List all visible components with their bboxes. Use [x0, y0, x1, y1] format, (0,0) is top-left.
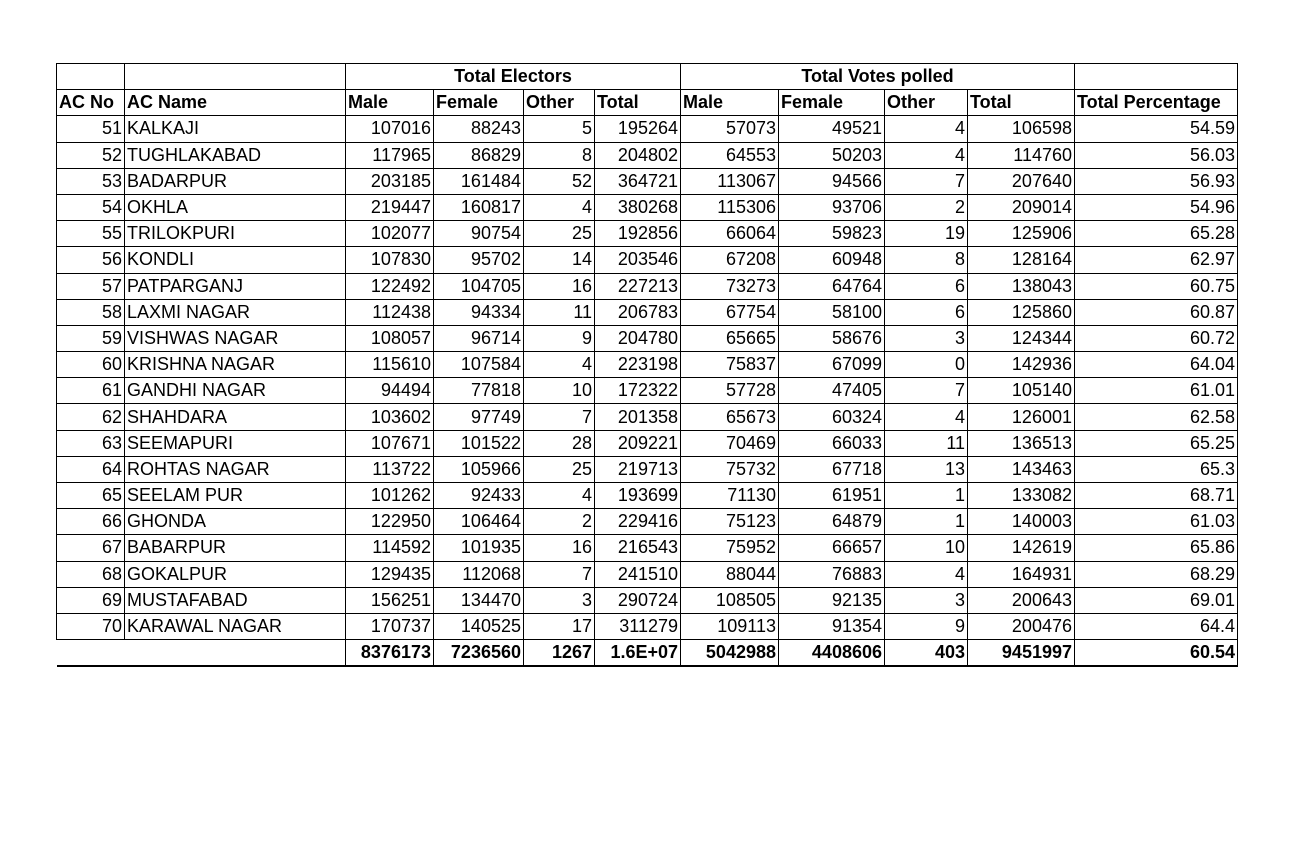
cell-ac-no: 52: [57, 142, 125, 168]
cell-votes-female: 61951: [779, 483, 885, 509]
cell-electors-female: 104705: [434, 273, 524, 299]
cell-votes-other: 1: [885, 483, 968, 509]
cell-electors-total: 216543: [595, 535, 681, 561]
cell-electors-male: 101262: [346, 483, 434, 509]
cell-electors-female: 140525: [434, 613, 524, 639]
cell-ac-no: 51: [57, 116, 125, 142]
cell-total-percentage: 56.03: [1075, 142, 1238, 168]
cell-votes-female: 58676: [779, 325, 885, 351]
cell-electors-female: 77818: [434, 378, 524, 404]
cell-votes-total: 143463: [968, 456, 1075, 482]
cell-votes-female: 92135: [779, 587, 885, 613]
cell-total-percentage: 64.04: [1075, 352, 1238, 378]
cell-electors-total: 229416: [595, 509, 681, 535]
cell-electors-total: 193699: [595, 483, 681, 509]
totals-label-blank: [57, 640, 346, 667]
cell-votes-other: 13: [885, 456, 968, 482]
header-blank-2: [125, 64, 346, 90]
header-ac-name: AC Name: [125, 90, 346, 116]
cell-total-percentage: 65.28: [1075, 221, 1238, 247]
cell-ac-name: OKHLA: [125, 194, 346, 220]
cell-electors-female: 106464: [434, 509, 524, 535]
cell-votes-male: 75952: [681, 535, 779, 561]
cell-electors-male: 219447: [346, 194, 434, 220]
cell-electors-other: 25: [524, 221, 595, 247]
cell-ac-name: TUGHLAKABAD: [125, 142, 346, 168]
column-header-row: [57, 90, 1238, 116]
cell-votes-other: 3: [885, 587, 968, 613]
cell-votes-other: 4: [885, 116, 968, 142]
cell-ac-no: 67: [57, 535, 125, 561]
cell-electors-other: 16: [524, 273, 595, 299]
cell-votes-other: 3: [885, 325, 968, 351]
cell-votes-female: 64879: [779, 509, 885, 535]
cell-ac-name: MUSTAFABAD: [125, 587, 346, 613]
cell-electors-other: 9: [524, 325, 595, 351]
cell-electors-total: 364721: [595, 168, 681, 194]
cell-ac-no: 57: [57, 273, 125, 299]
cell-total-percentage: 60.87: [1075, 299, 1238, 325]
cell-total-percentage: 69.01: [1075, 587, 1238, 613]
cell-votes-female: 60948: [779, 247, 885, 273]
table-row: [57, 456, 1238, 482]
cell-votes-female: 58100: [779, 299, 885, 325]
cell-votes-male: 109113: [681, 613, 779, 639]
cell-votes-female: 94566: [779, 168, 885, 194]
cell-electors-male: 122950: [346, 509, 434, 535]
cell-electors-other: 5: [524, 116, 595, 142]
cell-electors-female: 107584: [434, 352, 524, 378]
cell-ac-no: 56: [57, 247, 125, 273]
cell-votes-total: 200643: [968, 587, 1075, 613]
total-electors-other: 1267: [524, 640, 595, 667]
cell-electors-male: 108057: [346, 325, 434, 351]
cell-electors-female: 134470: [434, 587, 524, 613]
total-electors-male: 8376173: [346, 640, 434, 667]
header-blank-3: [1075, 64, 1238, 90]
cell-ac-no: 63: [57, 430, 125, 456]
cell-electors-total: 209221: [595, 430, 681, 456]
cell-total-percentage: 65.3: [1075, 456, 1238, 482]
cell-electors-female: 160817: [434, 194, 524, 220]
cell-total-percentage: 60.75: [1075, 273, 1238, 299]
cell-electors-male: 102077: [346, 221, 434, 247]
table-row: [57, 194, 1238, 220]
cell-total-percentage: 60.72: [1075, 325, 1238, 351]
cell-ac-name: ROHTAS NAGAR: [125, 456, 346, 482]
cell-electors-other: 11: [524, 299, 595, 325]
cell-votes-female: 91354: [779, 613, 885, 639]
cell-ac-no: 66: [57, 509, 125, 535]
cell-electors-other: 16: [524, 535, 595, 561]
cell-total-percentage: 54.96: [1075, 194, 1238, 220]
cell-votes-total: 126001: [968, 404, 1075, 430]
cell-votes-female: 93706: [779, 194, 885, 220]
table-row: [57, 483, 1238, 509]
table-row: [57, 352, 1238, 378]
cell-votes-total: 207640: [968, 168, 1075, 194]
electors-table-sheet: [56, 63, 1238, 667]
cell-votes-female: 66033: [779, 430, 885, 456]
cell-votes-other: 0: [885, 352, 968, 378]
cell-electors-female: 88243: [434, 116, 524, 142]
cell-votes-male: 64553: [681, 142, 779, 168]
cell-votes-total: 164931: [968, 561, 1075, 587]
cell-ac-no: 65: [57, 483, 125, 509]
cell-votes-total: 125860: [968, 299, 1075, 325]
header-total-electors: Total Electors: [346, 64, 681, 90]
cell-votes-total: 142619: [968, 535, 1075, 561]
cell-votes-male: 70469: [681, 430, 779, 456]
cell-votes-other: 10: [885, 535, 968, 561]
cell-electors-female: 101522: [434, 430, 524, 456]
cell-ac-no: 61: [57, 378, 125, 404]
cell-electors-other: 28: [524, 430, 595, 456]
cell-ac-name: GHONDA: [125, 509, 346, 535]
cell-electors-total: 203546: [595, 247, 681, 273]
cell-votes-other: 2: [885, 194, 968, 220]
cell-electors-total: 201358: [595, 404, 681, 430]
cell-votes-male: 108505: [681, 587, 779, 613]
table-row: [57, 613, 1238, 639]
cell-electors-male: 156251: [346, 587, 434, 613]
cell-ac-name: GOKALPUR: [125, 561, 346, 587]
cell-ac-name: BABARPUR: [125, 535, 346, 561]
group-header-row: [57, 64, 1238, 90]
cell-votes-male: 115306: [681, 194, 779, 220]
cell-ac-name: SEELAM PUR: [125, 483, 346, 509]
cell-ac-name: KARAWAL NAGAR: [125, 613, 346, 639]
cell-electors-total: 172322: [595, 378, 681, 404]
cell-votes-other: 6: [885, 273, 968, 299]
cell-electors-total: 219713: [595, 456, 681, 482]
cell-electors-other: 3: [524, 587, 595, 613]
cell-votes-female: 67099: [779, 352, 885, 378]
cell-electors-other: 4: [524, 194, 595, 220]
header-electors-female: Female: [434, 90, 524, 116]
cell-electors-total: 223198: [595, 352, 681, 378]
cell-ac-name: SHAHDARA: [125, 404, 346, 430]
total-votes-male: 5042988: [681, 640, 779, 667]
cell-electors-male: 117965: [346, 142, 434, 168]
cell-electors-female: 96714: [434, 325, 524, 351]
cell-votes-female: 60324: [779, 404, 885, 430]
cell-electors-other: 4: [524, 483, 595, 509]
cell-electors-other: 4: [524, 352, 595, 378]
header-votes-total: Total: [968, 90, 1075, 116]
cell-electors-other: 52: [524, 168, 595, 194]
table-row: [57, 273, 1238, 299]
cell-electors-total: 204802: [595, 142, 681, 168]
cell-votes-male: 65673: [681, 404, 779, 430]
cell-votes-male: 71130: [681, 483, 779, 509]
header-total-votes-polled: Total Votes polled: [681, 64, 1075, 90]
cell-electors-male: 107016: [346, 116, 434, 142]
cell-electors-female: 161484: [434, 168, 524, 194]
table-row: [57, 561, 1238, 587]
cell-electors-male: 107671: [346, 430, 434, 456]
cell-votes-total: 140003: [968, 509, 1075, 535]
cell-electors-other: 14: [524, 247, 595, 273]
header-votes-other: Other: [885, 90, 968, 116]
cell-electors-male: 203185: [346, 168, 434, 194]
table-row: [57, 509, 1238, 535]
cell-ac-no: 54: [57, 194, 125, 220]
cell-total-percentage: 65.25: [1075, 430, 1238, 456]
cell-electors-total: 192856: [595, 221, 681, 247]
cell-electors-total: 290724: [595, 587, 681, 613]
cell-electors-male: 107830: [346, 247, 434, 273]
cell-votes-female: 76883: [779, 561, 885, 587]
cell-electors-total: 227213: [595, 273, 681, 299]
table-row: [57, 168, 1238, 194]
cell-ac-name: TRILOKPURI: [125, 221, 346, 247]
header-electors-other: Other: [524, 90, 595, 116]
cell-total-percentage: 61.01: [1075, 378, 1238, 404]
cell-electors-female: 86829: [434, 142, 524, 168]
table-row: [57, 535, 1238, 561]
header-electors-total: Total: [595, 90, 681, 116]
cell-electors-male: 113722: [346, 456, 434, 482]
cell-electors-total: 204780: [595, 325, 681, 351]
cell-electors-total: 311279: [595, 613, 681, 639]
cell-ac-name: BADARPUR: [125, 168, 346, 194]
cell-ac-name: PATPARGANJ: [125, 273, 346, 299]
cell-ac-no: 60: [57, 352, 125, 378]
cell-ac-no: 58: [57, 299, 125, 325]
cell-ac-name: SEEMAPURI: [125, 430, 346, 456]
cell-electors-female: 92433: [434, 483, 524, 509]
header-votes-male: Male: [681, 90, 779, 116]
cell-electors-female: 112068: [434, 561, 524, 587]
cell-ac-name: VISHWAS NAGAR: [125, 325, 346, 351]
total-votes-female: 4408606: [779, 640, 885, 667]
cell-ac-name: KRISHNA NAGAR: [125, 352, 346, 378]
table-row: [57, 247, 1238, 273]
cell-votes-female: 50203: [779, 142, 885, 168]
cell-electors-total: 380268: [595, 194, 681, 220]
cell-total-percentage: 68.29: [1075, 561, 1238, 587]
cell-electors-other: 7: [524, 561, 595, 587]
cell-electors-female: 90754: [434, 221, 524, 247]
cell-electors-other: 25: [524, 456, 595, 482]
cell-ac-name: GANDHI NAGAR: [125, 378, 346, 404]
cell-votes-other: 4: [885, 561, 968, 587]
table-row: [57, 116, 1238, 142]
table-row: [57, 404, 1238, 430]
cell-votes-total: 142936: [968, 352, 1075, 378]
header-votes-female: Female: [779, 90, 885, 116]
cell-votes-total: 105140: [968, 378, 1075, 404]
cell-total-percentage: 68.71: [1075, 483, 1238, 509]
cell-electors-male: 122492: [346, 273, 434, 299]
cell-electors-total: 241510: [595, 561, 681, 587]
cell-votes-male: 57728: [681, 378, 779, 404]
cell-votes-male: 67754: [681, 299, 779, 325]
cell-electors-male: 94494: [346, 378, 434, 404]
cell-ac-no: 68: [57, 561, 125, 587]
total-votes-total: 9451997: [968, 640, 1075, 667]
cell-votes-total: 200476: [968, 613, 1075, 639]
cell-electors-female: 105966: [434, 456, 524, 482]
cell-electors-male: 129435: [346, 561, 434, 587]
cell-ac-name: KALKAJI: [125, 116, 346, 142]
cell-votes-other: 9: [885, 613, 968, 639]
cell-ac-no: 59: [57, 325, 125, 351]
cell-electors-male: 170737: [346, 613, 434, 639]
cell-votes-male: 57073: [681, 116, 779, 142]
header-electors-male: Male: [346, 90, 434, 116]
header-blank-1: [57, 64, 125, 90]
cell-votes-male: 73273: [681, 273, 779, 299]
cell-votes-other: 4: [885, 404, 968, 430]
table-row: [57, 587, 1238, 613]
cell-total-percentage: 54.59: [1075, 116, 1238, 142]
cell-votes-female: 59823: [779, 221, 885, 247]
cell-ac-no: 70: [57, 613, 125, 639]
header-total-percentage: Total Percentage: [1075, 90, 1238, 116]
cell-votes-female: 67718: [779, 456, 885, 482]
cell-votes-other: 7: [885, 168, 968, 194]
cell-electors-other: 8: [524, 142, 595, 168]
total-electors-total: 1.6E+07: [595, 640, 681, 667]
cell-ac-no: 64: [57, 456, 125, 482]
cell-votes-male: 113067: [681, 168, 779, 194]
cell-votes-female: 47405: [779, 378, 885, 404]
cell-votes-total: 209014: [968, 194, 1075, 220]
cell-electors-other: 7: [524, 404, 595, 430]
table-row: [57, 299, 1238, 325]
cell-electors-female: 95702: [434, 247, 524, 273]
cell-votes-male: 75123: [681, 509, 779, 535]
totals-row: [57, 640, 1238, 667]
cell-votes-total: 136513: [968, 430, 1075, 456]
table-row: [57, 221, 1238, 247]
cell-electors-male: 112438: [346, 299, 434, 325]
cell-votes-total: 124344: [968, 325, 1075, 351]
cell-votes-total: 125906: [968, 221, 1075, 247]
cell-ac-name: KONDLI: [125, 247, 346, 273]
cell-electors-other: 17: [524, 613, 595, 639]
electors-table: [56, 63, 1238, 667]
cell-electors-female: 97749: [434, 404, 524, 430]
total-total-percentage: 60.54: [1075, 640, 1238, 667]
table-row: [57, 378, 1238, 404]
cell-votes-male: 65665: [681, 325, 779, 351]
cell-total-percentage: 64.4: [1075, 613, 1238, 639]
cell-ac-name: LAXMI NAGAR: [125, 299, 346, 325]
cell-ac-no: 62: [57, 404, 125, 430]
cell-total-percentage: 62.58: [1075, 404, 1238, 430]
cell-votes-other: 4: [885, 142, 968, 168]
cell-electors-total: 195264: [595, 116, 681, 142]
cell-votes-male: 88044: [681, 561, 779, 587]
cell-total-percentage: 62.97: [1075, 247, 1238, 273]
cell-votes-total: 114760: [968, 142, 1075, 168]
cell-votes-other: 11: [885, 430, 968, 456]
cell-votes-male: 75837: [681, 352, 779, 378]
cell-votes-female: 49521: [779, 116, 885, 142]
cell-votes-total: 133082: [968, 483, 1075, 509]
cell-votes-other: 19: [885, 221, 968, 247]
cell-votes-male: 67208: [681, 247, 779, 273]
cell-votes-male: 66064: [681, 221, 779, 247]
cell-votes-other: 8: [885, 247, 968, 273]
total-electors-female: 7236560: [434, 640, 524, 667]
table-row: [57, 430, 1238, 456]
cell-electors-other: 2: [524, 509, 595, 535]
cell-electors-male: 114592: [346, 535, 434, 561]
total-votes-other: 403: [885, 640, 968, 667]
cell-votes-other: 1: [885, 509, 968, 535]
cell-votes-total: 106598: [968, 116, 1075, 142]
cell-ac-no: 55: [57, 221, 125, 247]
cell-electors-male: 103602: [346, 404, 434, 430]
cell-total-percentage: 56.93: [1075, 168, 1238, 194]
cell-votes-male: 75732: [681, 456, 779, 482]
cell-votes-total: 138043: [968, 273, 1075, 299]
cell-electors-female: 101935: [434, 535, 524, 561]
cell-votes-female: 66657: [779, 535, 885, 561]
cell-votes-female: 64764: [779, 273, 885, 299]
cell-total-percentage: 65.86: [1075, 535, 1238, 561]
table-row: [57, 325, 1238, 351]
cell-electors-other: 10: [524, 378, 595, 404]
cell-votes-other: 7: [885, 378, 968, 404]
cell-ac-no: 53: [57, 168, 125, 194]
cell-votes-other: 6: [885, 299, 968, 325]
cell-votes-total: 128164: [968, 247, 1075, 273]
cell-total-percentage: 61.03: [1075, 509, 1238, 535]
cell-electors-female: 94334: [434, 299, 524, 325]
cell-electors-male: 115610: [346, 352, 434, 378]
cell-electors-total: 206783: [595, 299, 681, 325]
header-ac-no: AC No: [57, 90, 125, 116]
table-row: [57, 142, 1238, 168]
cell-ac-no: 69: [57, 587, 125, 613]
